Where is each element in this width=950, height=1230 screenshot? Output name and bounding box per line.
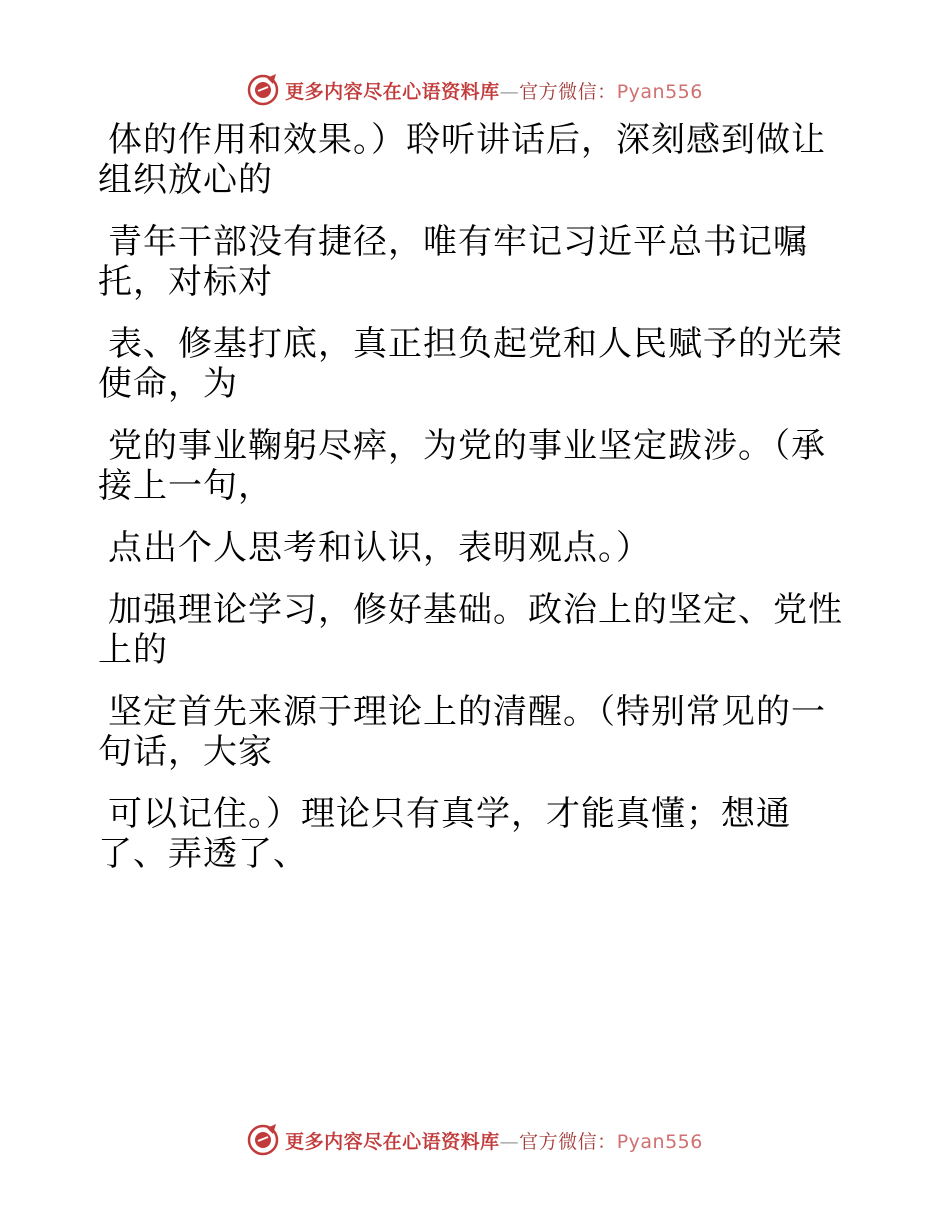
body-line: 组织放心的 xyxy=(98,160,273,200)
pen-seal-icon xyxy=(247,1124,279,1156)
header-dash: — xyxy=(499,80,520,103)
footer-text xyxy=(285,1127,703,1154)
header-wechat-label: 官方微信： xyxy=(519,80,617,103)
body-line: 接上一句， xyxy=(98,466,273,506)
body-line: 使命，为 xyxy=(98,364,238,404)
header-brand-text: 更多内容尽在心语资料库 xyxy=(285,80,500,103)
body-line: 表、修基打底，真正担负起党和人民赋予的光荣 xyxy=(108,324,843,364)
footer-wechat-label: 官方微信： xyxy=(519,1130,617,1153)
body-line: 青年干部没有捷径，唯有牢记习近平总书记嘱 xyxy=(108,222,808,262)
body-line: 可以记住。）理论只有真学，才能真懂；想通 xyxy=(108,794,791,834)
header-banner xyxy=(0,70,950,110)
body-line: 加强理论学习，修好基础。政治上的坚定、党性 xyxy=(108,590,843,630)
document-body xyxy=(98,120,843,874)
footer-wechat-id: Pyan556 xyxy=(616,1130,703,1153)
footer-banner xyxy=(0,1120,950,1160)
header-text xyxy=(285,77,703,104)
body-line: 点出个人思考和认识，表明观点。） xyxy=(108,528,651,568)
pen-seal-icon xyxy=(247,74,279,106)
body-line: 党的事业鞠躬尽瘁，为党的事业坚定跋涉。（承 xyxy=(108,426,826,466)
body-line: 了、弄透了、 xyxy=(98,834,308,874)
body-line: 托，对标对 xyxy=(98,262,273,302)
header-wechat-id: Pyan556 xyxy=(616,80,703,103)
body-line: 坚定首先来源于理论上的清醒。（特别常见的一 xyxy=(108,692,826,732)
body-line: 体的作用和效果。）聆听讲话后，深刻感到做让 xyxy=(108,120,826,160)
footer-brand-text: 更多内容尽在心语资料库 xyxy=(285,1130,500,1153)
body-line: 句话，大家 xyxy=(98,732,273,772)
footer-dash: — xyxy=(499,1130,520,1153)
body-line: 上的 xyxy=(98,630,168,670)
